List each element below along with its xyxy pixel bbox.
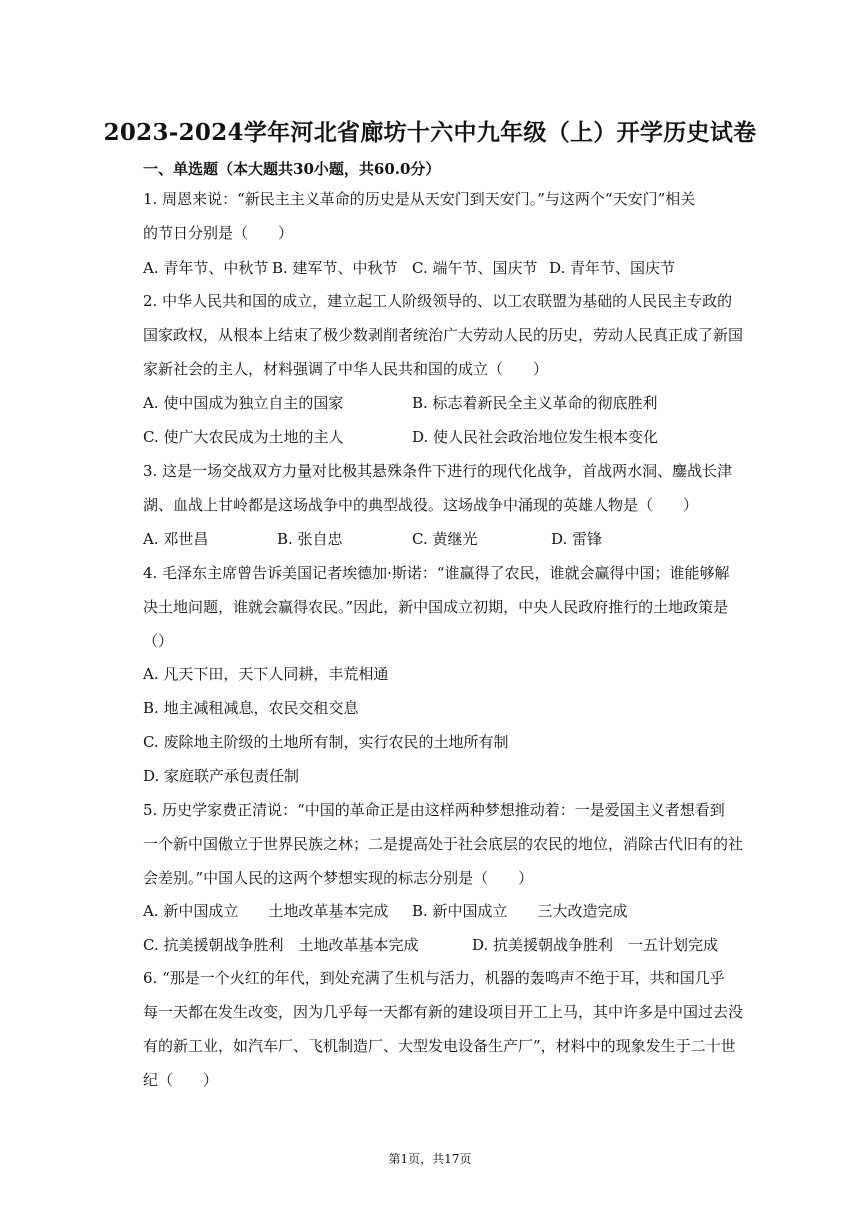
question-3-line-1: 3. 这是一场交战双方力量对比极其悬殊条件下进行的现代化战争，首战两水洞、鏖战长津: [143, 462, 733, 480]
question-4-option-c: C. 废除地主阶级的土地所有制，实行农民的土地所有制: [143, 733, 509, 751]
question-6-line-2: 每一天都在发生改变，因为几乎每一天都有新的建设项目开工上马，其中许多是中国过去没: [143, 1003, 744, 1021]
question-5-line-2: 一个新中国傲立于世界民族之林；二是提高处于社会底层的农民的地位，消除古代旧有的社: [143, 835, 744, 853]
question-1-option-b: B. 建军节、中秋节: [272, 259, 398, 277]
question-5-option-c: C. 抗美援朝战争胜利 土地改革基本完成: [143, 936, 419, 954]
question-1-line-2: 的节日分别是（ ）: [143, 224, 294, 242]
question-3-line-2: 湖、血战上甘岭都是这场战争中的典型战役。这场战争中涌现的英雄人物是（ ）: [143, 496, 699, 514]
question-6-line-1: 6. “那是一个火红的年代，到处充满了生机与活力，机器的轰鸣声不绝于耳，共和国几乎: [143, 969, 725, 987]
question-5-line-3: 会差别。”中国人民的这两个梦想实现的标志分别是（ ）: [143, 869, 534, 887]
question-2-line-2: 国家政权，从根本上结束了极少数剥削者统治广大劳动人民的历史，劳动人民真正成了新国: [143, 326, 744, 344]
question-2-line-3: 家新社会的主人，材料强调了中华人民共和国的成立（ ）: [143, 360, 549, 378]
question-4-option-a: A. 凡天下田，天下人同耕，丰荒相通: [143, 665, 389, 683]
page-footer: 第1页，共17页: [388, 1152, 472, 1166]
question-1-option-a: A. 青年节、中秋节: [143, 259, 269, 277]
question-5-option-a: A. 新中国成立 土地改革基本完成: [143, 902, 389, 920]
question-3-option-b: B. 张自忠: [277, 530, 343, 548]
page-title: 2023-2024学年河北省廊坊十六中九年级（上）开学历史试卷: [103, 119, 757, 146]
question-5-line-1: 5. 历史学家费正清说：“中国的革命正是由这样两种梦想推动着：一是爱国主义者想看到: [143, 801, 725, 819]
question-4-line-2: 决土地问题，谁就会赢得农民。”因此，新中国成立初期，中央人民政府推行的土地政策是: [143, 598, 729, 616]
question-3-option-a: A. 邓世昌: [143, 530, 209, 548]
question-4-option-d: D. 家庭联产承包责任制: [143, 767, 300, 785]
question-4-line-1: 4. 毛泽东主席曾告诉美国记者埃德加·斯诺：“谁赢得了农民，谁就会赢得中国；谁能够解: [143, 564, 730, 582]
question-5-option-d: D. 抗美援朝战争胜利 一五计划完成: [472, 936, 719, 954]
question-2-option-c: C. 使广大农民成为土地的主人: [143, 428, 344, 446]
question-4-line-3: （）: [143, 632, 174, 650]
question-6-line-4: 纪（ ）: [143, 1071, 219, 1089]
question-1-option-d: D. 青年节、国庆节: [549, 259, 676, 277]
question-4-option-b: B. 地主减租减息，农民交租交息: [143, 699, 359, 717]
question-5-option-b: B. 新中国成立 三大改造完成: [412, 902, 628, 920]
question-3-option-d: D. 雷锋: [551, 530, 603, 548]
question-6-line-3: 有的新工业，如汽车厂、飞机制造厂、大型发电设备生产厂”，材料中的现象发生于二十世: [143, 1037, 736, 1055]
question-2-option-a: A. 使中国成为独立自主的国家: [143, 394, 344, 412]
question-2-option-b: B. 标志着新民全主义革命的彻底胜利: [412, 394, 658, 412]
question-1-option-c: C. 端午节、国庆节: [412, 259, 538, 277]
question-2-line-1: 2. 中华人民共和国的成立，建立起工人阶级领导的、以工农联盟为基础的人民民主专政的: [143, 292, 733, 310]
question-2-option-d: D. 使人民社会政治地位发生根本变化: [412, 428, 659, 446]
section-heading: 一、单选题（本大题共30小题，共60.0分）: [143, 160, 441, 178]
question-3-option-c: C. 黄继光: [412, 530, 478, 548]
question-1-line-1: 1. 周恩来说：“新民主主义革命的历史是从天安门到天安门。”与这两个“天安门”相关: [143, 190, 696, 208]
